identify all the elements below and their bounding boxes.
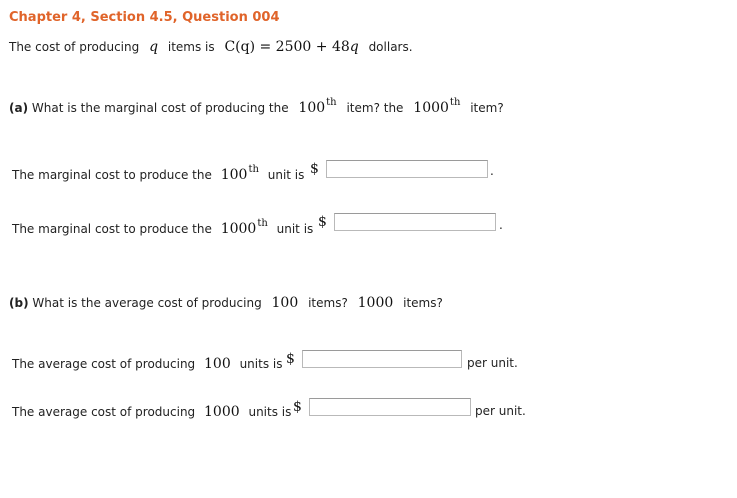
period: . (490, 164, 494, 178)
marginal-1000-label: The marginal cost to produce the 1000th unit is (12, 218, 314, 237)
per-unit-label: per unit. (475, 404, 526, 418)
intro-line (9, 39, 413, 55)
part-b-label: (b) (9, 296, 29, 310)
part-a-text: What is the marginal cost of producing the (31, 101, 289, 115)
currency-symbol: $ (310, 161, 319, 177)
average-1000-label: The average cost of producing 1000 units is (12, 404, 292, 420)
currency-symbol: $ (286, 351, 295, 367)
average-cost-1000-input[interactable] (309, 398, 471, 416)
intro-text-1: The cost of producing (9, 40, 140, 54)
question-title: Chapter 4, Section 4.5, Question 004 (9, 10, 280, 25)
part-a-label: (a) (9, 101, 29, 115)
intro-text-3: dollars. (368, 40, 413, 54)
variable-q: q (149, 39, 159, 55)
part-b-n1: 100 (271, 295, 299, 311)
part-b-end: items? (403, 296, 443, 310)
period: . (499, 218, 503, 232)
part-a-mid: item? the (346, 101, 404, 115)
part-a-n2: 1000th (413, 97, 461, 116)
marginal-cost-1000-input[interactable] (334, 213, 496, 231)
part-b-n2: 1000 (357, 295, 394, 311)
intro-text-2: items is (167, 40, 215, 54)
part-b-question (9, 295, 443, 311)
part-a-n1: 100th (298, 97, 337, 116)
part-b-mid: items? (308, 296, 348, 310)
currency-symbol: $ (293, 399, 302, 415)
part-a-question (9, 97, 504, 116)
per-unit-label: per unit. (467, 356, 518, 370)
marginal-100-label: The marginal cost to produce the 100th unit is (12, 164, 305, 183)
part-a-end: item? (470, 101, 504, 115)
currency-symbol: $ (318, 214, 327, 230)
average-100-label: The average cost of producing 100 units is (12, 356, 283, 372)
part-b-text: What is the average cost of producing (32, 296, 262, 310)
marginal-cost-100-input[interactable] (326, 160, 488, 178)
average-cost-100-input[interactable] (302, 350, 462, 368)
cost-formula: C(q) = 2500 + 48q (224, 39, 359, 55)
